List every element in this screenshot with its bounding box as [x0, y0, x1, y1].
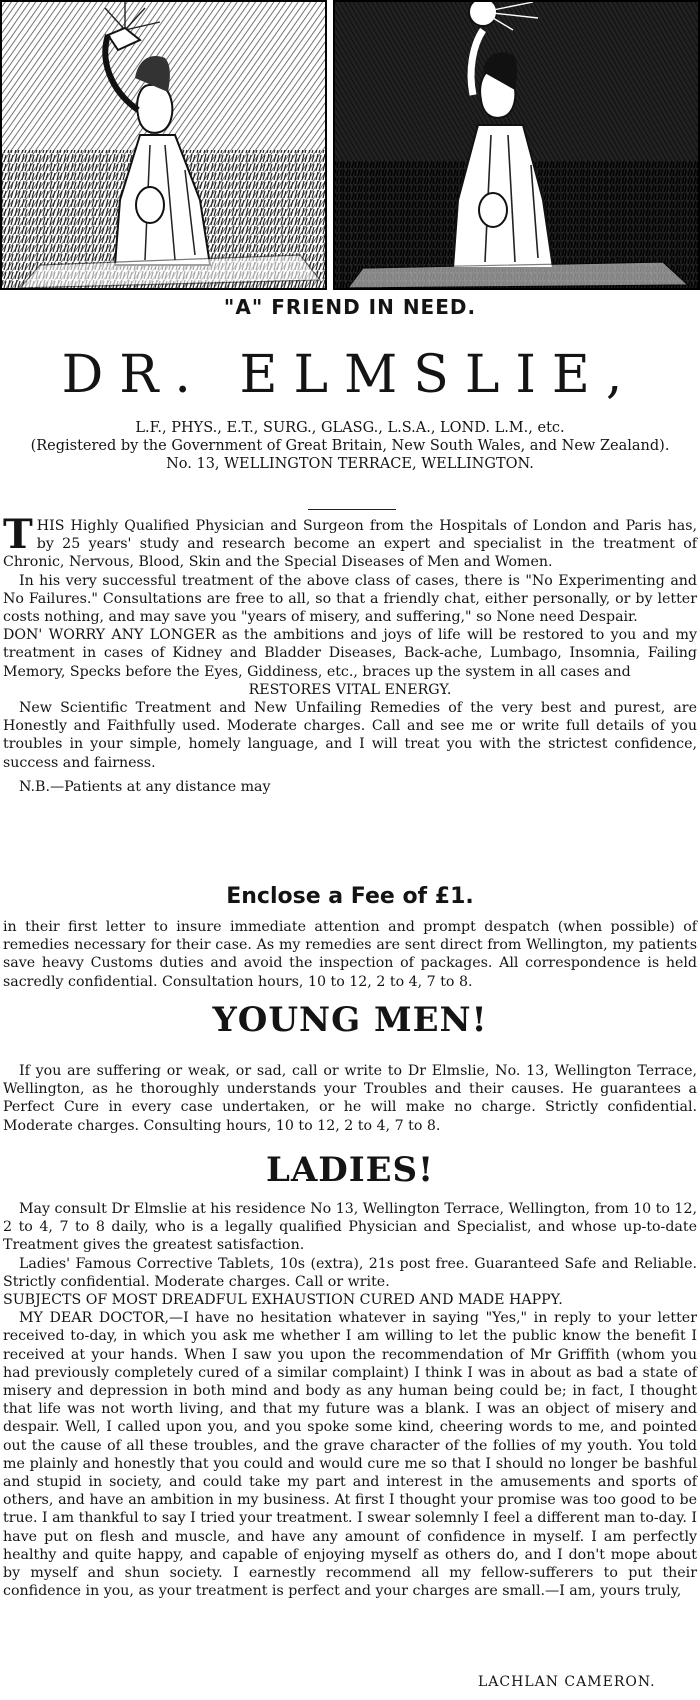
registration: (Registered by the Government of Great Britain, New South Wales, and New Zealand).: [30, 438, 670, 454]
address: No. 13, WELLINGTON TERRACE, WELLINGTON.: [166, 456, 534, 472]
tablets-paragraph: Ladies' Famous Corrective Tablets, 10s (extra), 21s post free. Guaranteed Safe and Reliable. Strictly confidential. Moderate charges. Call or write.: [3, 1255, 697, 1290]
young-men-paragraph: If you are suffering or weak, or sad, call or write to Dr Elmslie, No. 13, Wellington Terrace, Wellington, as he thoroughly understands your Troubles and their causes. He guarantees a Perfect Cure in every case undertaken, or he will make no charge. Strictly confidential. Moderate charges. Consulting hours, 10 to 12, 2 to 4, 7 to 8.: [3, 1063, 697, 1134]
signature: LACHLAN CAMERON.: [478, 1674, 656, 1690]
treatment-paragraph: In his very successful treatment of the above class of cases, there is "No Experimenting and No Failures." Consultations are free to all, so that a friendly chat, either personally, or by letter costs nothing, and may save you "years of misery, and suffering," so None need Despair.: [3, 572, 697, 626]
testimonial-letter: MY DEAR DOCTOR,—I have no hesitation whatever in saying "Yes," in reply to your letter received to-day, in which you ask me whether I am willing to let the public know the benefit I received at your hands. When I saw you upon the recommendation of Mr Griffith (whom you had previously completely cured of a similar complaint) I think I was in about as bad a state of misery and depression in both mind and body as any human being could be; in fact, I thought that life was not worth living, and that my future was a blank. I was an object of misery and despair. Well, I called upon you, and you spoke some kind, cheering words to me, and pointed out the cause of all these troubles, and the grave character of the follies of my youth. You told me plainly and honestly that you could and would cure me so that I should no longer be bashful and stupid in society, and could take my part and interest in the amusements and sports of others, and have an ambition in my business. At first I thought your promise was too good to be true. I am thankful to say I tried your treatment. I swear solemnly I feel a different man to-day. I have put on flesh and muscle, and have any amount of confidence in myself. I am perfectly healthy and quite happy, and capable of enjoying myself as others do, and I don't mope about by myself and shun society. I earnestly recommend all my fellow-sufferers to put their confidence in you, as your treatment is perfect and your charges are small.—I am, yours truly,: [3, 1310, 697, 1600]
fee-section: [3, 918, 697, 991]
nb-line: N.B.—Patients at any distance may: [19, 778, 271, 795]
woman-with-torch-illustration-left: [0, 0, 327, 290]
qualifications: L.F., PHYS., E.T., SURG., GLASG., L.S.A., LOND. L.M., etc.: [135, 420, 565, 436]
illustration-left: [0, 0, 327, 290]
intro-section: [3, 511, 697, 796]
scientific-treatment-paragraph: New Scientific Treatment and New Unfailing Remedies of the very best and purest, are Honestly and Faithfully used. Moderate charges. Call and see me or write full details of you troubles in your simple, homely language, and I will treat you with the strictest confidence, success and fairness.: [3, 700, 697, 771]
subjects-line: SUBJECTS OF MOST DREADFUL EXHAUSTION CURED AND MADE HAPPY.: [3, 1292, 563, 1309]
fee-paragraph: in their first letter to insure immediate attention and prompt despatch (when possible) of remedies necessary for their case. As my remedies are sent direct from Wellington, my patients save heavy Customs duties and avoid the inspection of packages. All correspondence is held sacredly confidential. Consultation hours, 10 to 12, 2 to 4, 7 to 8.: [3, 919, 697, 990]
fee-heading: Enclose a Fee of £1.: [226, 884, 474, 909]
divider-rule: [308, 509, 396, 510]
doctor-name: DR. ELMSLIE,: [61, 345, 639, 405]
dont-worry-paragraph: DON' WORRY ANY LONGER as the ambitions and joys of life will be restored to you and my treatment in cases of Kidney and Bladder Diseases, Back-ache, Lumbago, Insomnia, Failing Memory, Specks before the Eyes, Giddiness, etc., braces up the system in all cases and: [3, 627, 697, 680]
qualifications-block: [20, 419, 680, 473]
intro-paragraph: [3, 511, 697, 572]
ladies-section: [3, 1200, 697, 1600]
intro-text: HIS Highly Qualified Physician and Surgeon from the Hospitals of London and Paris has, by 25 years' study and research become an expert and specialist in the treatment of Chronic, Nervous, Blood, Skin and the Special Diseases of Men and Women.: [3, 518, 697, 571]
woman-with-torch-illustration-right: [333, 0, 700, 290]
headline: "A" FRIEND IN NEED.: [223, 295, 477, 319]
illustration-right: [333, 0, 700, 290]
restores-energy-line: RESTORES VITAL ENERGY.: [248, 681, 452, 698]
young-men-heading: YOUNG MEN!: [212, 1000, 488, 1040]
ladies-heading: LADIES!: [265, 1150, 435, 1190]
young-men-section: [3, 1062, 697, 1135]
ladies-paragraph: May consult Dr Elmslie at his residence No 13, Wellington Terrace, Wellington, from 10 to 12, 2 to 4, 7 to 8 daily, who is a legally qualified Physician and Specialist, and whose up-to-date Treatment gives the greatest satisfaction.: [3, 1201, 697, 1254]
illustrations: [0, 0, 700, 290]
drop-cap: T: [3, 511, 33, 558]
